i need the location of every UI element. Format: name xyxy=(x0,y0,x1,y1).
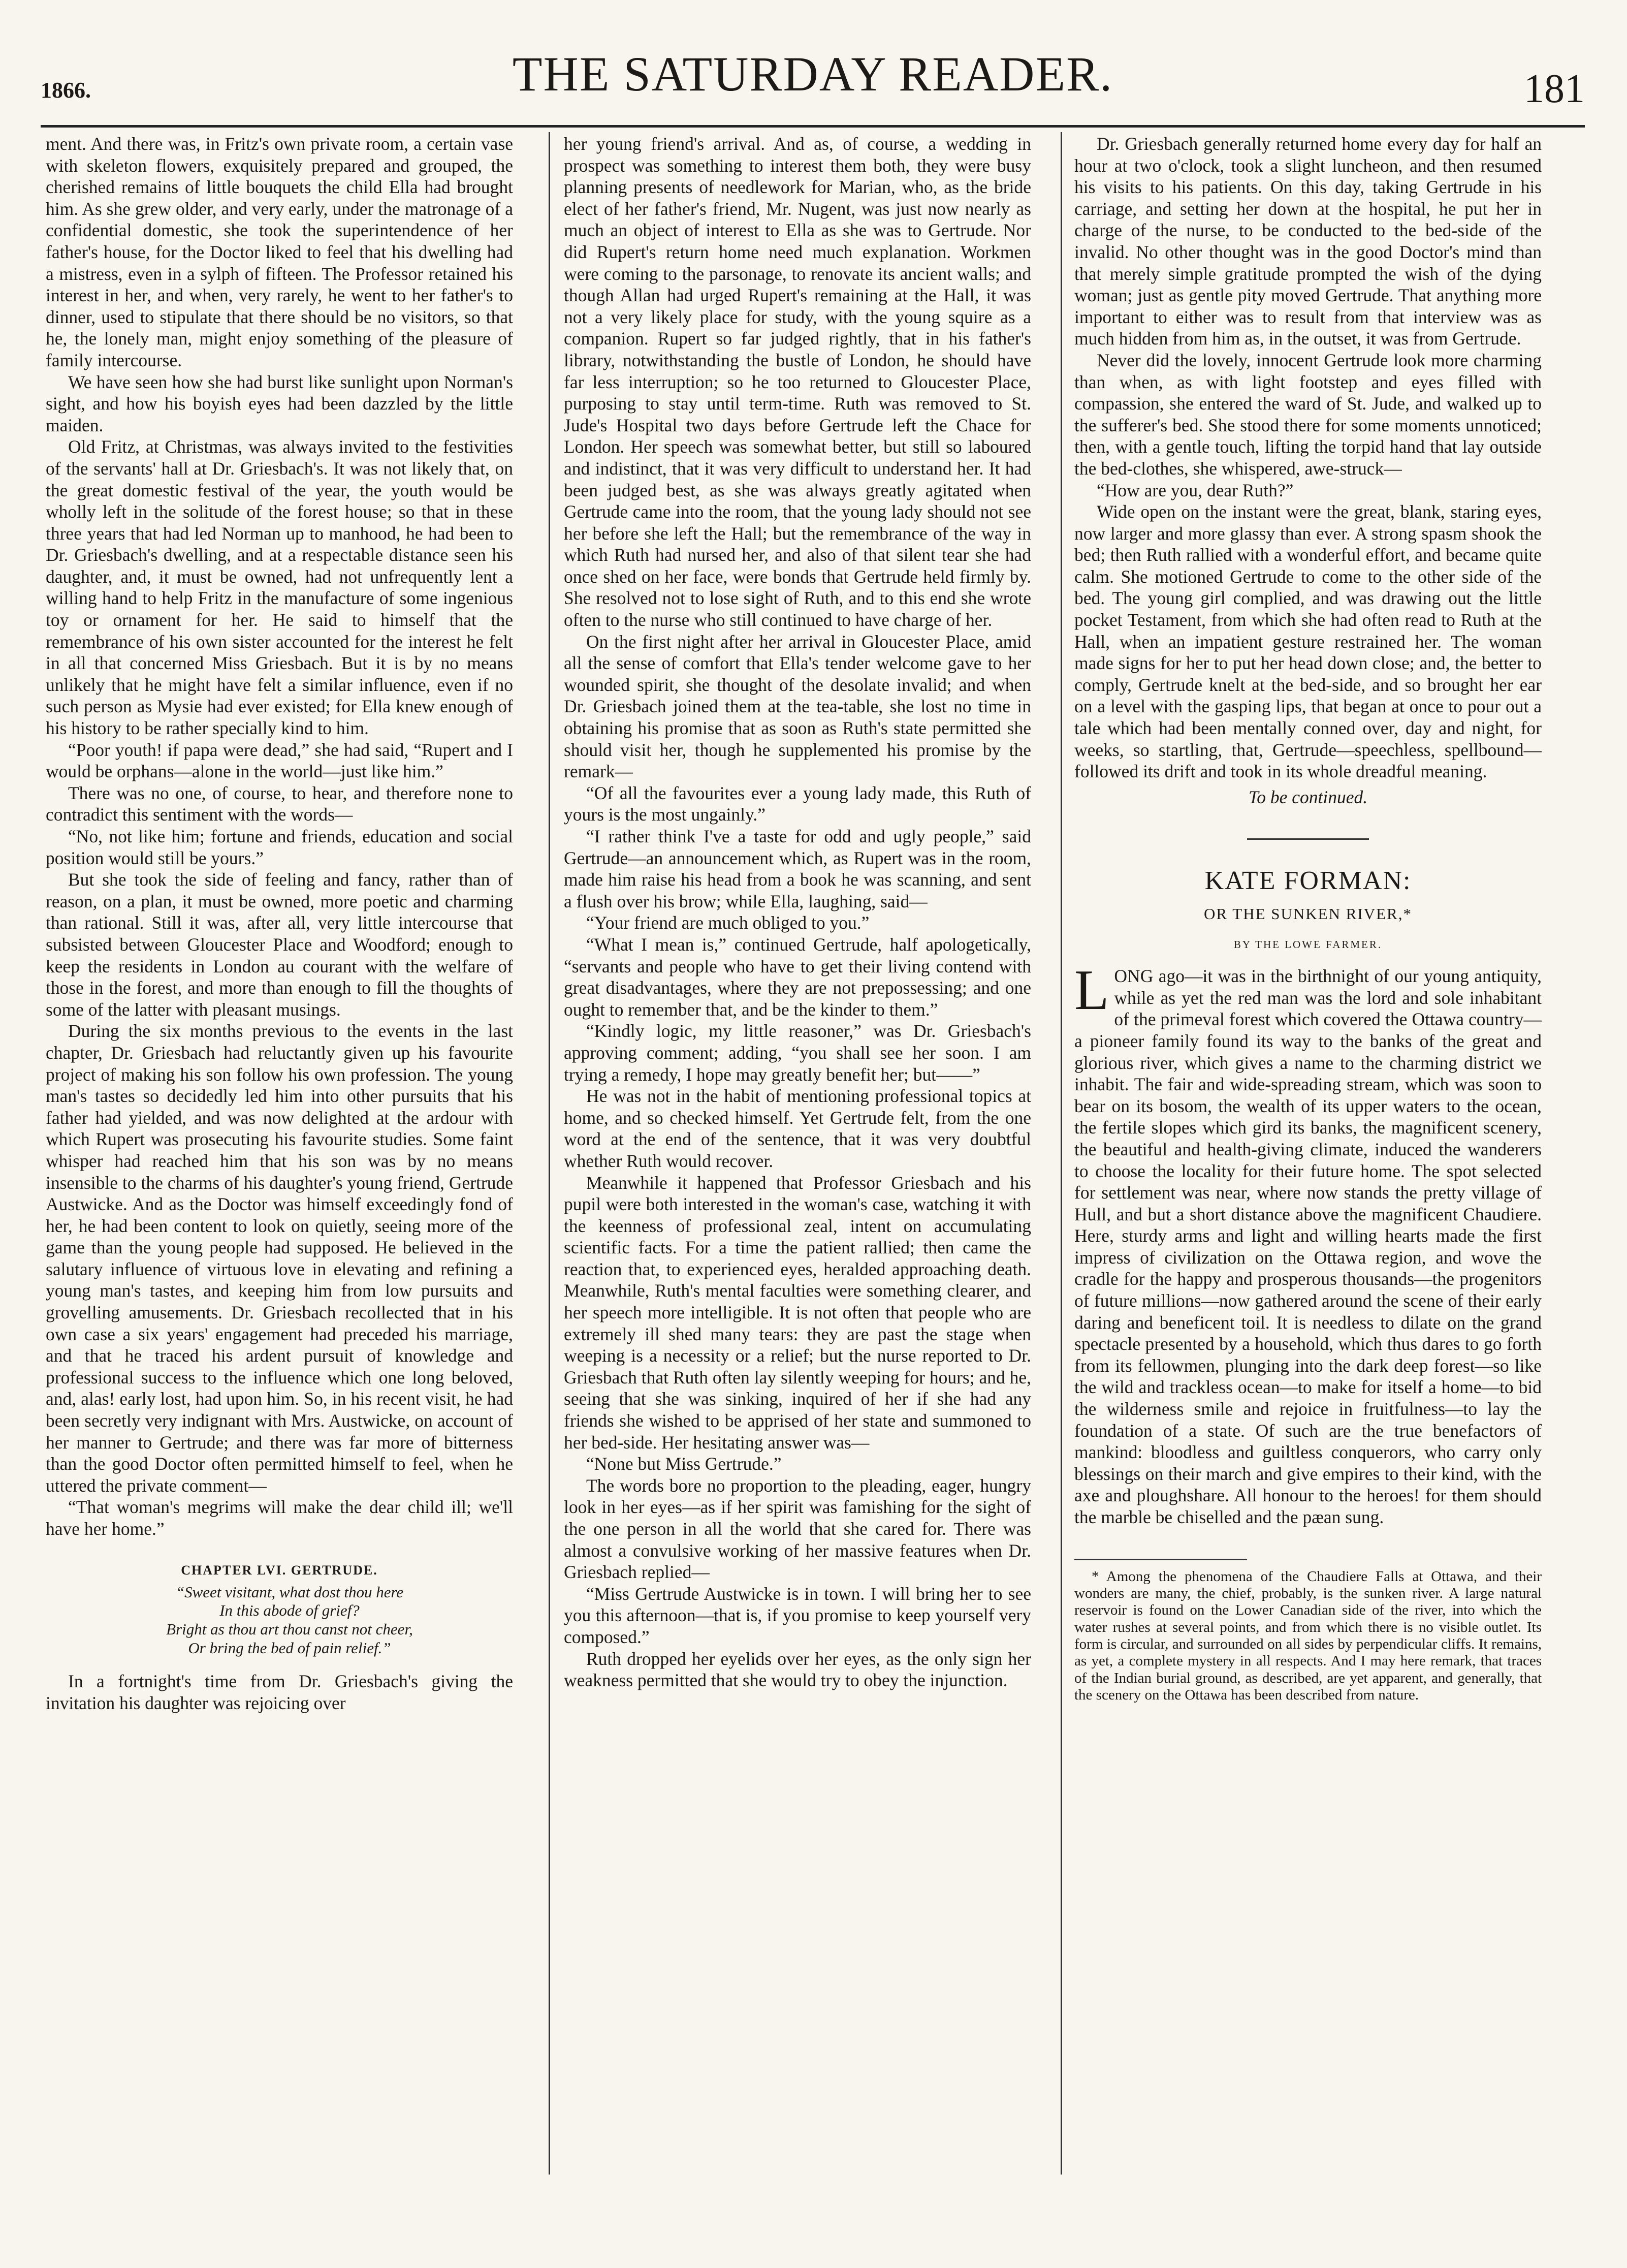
page-number: 181 xyxy=(1524,67,1585,111)
paragraph: Wide open on the instant were the great, blank, staring eyes, now larger and more glassy than ever. A strong spasm shook the bed; then Ruth rallied with a wonderful effort, and became quite calm. She motioned Gertrude to come to the other side of the bed. The young girl complied, and was drawing out the little pocket Testament, from which she had often read to Ruth at the Hall, when an impatient gesture restrained her. The woman made signs for her to put her head down close; and, the better to comply, Gertrude knelt at the bed-side, and so brought her ear on a level with the gasping lips, that began at once to pour out a tale which had been mentally conned over, day and night, for weeks, so startling, that, Gertrude—speechless, spellbound—followed its drift and took in its whole dreadful meaning. xyxy=(1074,501,1542,782)
verse-line: “Sweet visitant, what dost thou here xyxy=(175,1583,404,1601)
masthead-title: THE SATURDAY READER. xyxy=(512,47,1113,101)
paragraph: Dr. Griesbach generally returned home every day for half an hour at two o'clock, took a slight luncheon, and then resumed his visits to his patients. On this day, taking Gertrude in his carriage, and setting her down at the hospital, he put her in charge of the nurse, to be conducted to the bed-side of the invalid. No other thought was in the good Doctor's mind than that merely simple gratitude prompted the wish of the dying woman; just as gentle pity moved Gertrude. That anything more important to either was to result from that interview was as much hidden from him as, in the outset, it was from Gertrude. xyxy=(1074,134,1542,349)
paragraph: Ruth dropped her eyelids over her eyes, as the only sign her weakness permitted that she would try to obey the injunction. xyxy=(564,1648,1031,1691)
paragraph: ment. And there was, in Fritz's own private room, a certain vase with skeleton flowers, exquisitely prepared and grouped, the cherished remains of little bouquets the child Ella had brought him. As she grew older, and very early, under the matronage of a confidential domestic, she took the superintendence of her father's house, for the Doctor liked to feel that his dwelling had a mistress, even in a sylph of fifteen. The Professor retained his interest in her, and when, very rarely, he went to her father's to dinner, used to stipulate that there should be no visitors, so that he, the lonely man, might enjoy something of the pleasure of family intercourse. xyxy=(46,134,513,370)
paragraph: “No, not like him; fortune and friends, education and social position would still be yours.” xyxy=(46,826,513,868)
column-divider xyxy=(1061,132,1062,2175)
story-title: KATE FORMAN: xyxy=(1204,866,1412,896)
paragraph: “I rather think I've a taste for odd and ugly people,” said Gertrude—an announcement which, as Rupert was in the room, made him raise his head from a book he was scanning, and sent a flush over his brow; while Ella, laughing, said— xyxy=(564,826,1031,911)
paragraph: But she took the side of feeling and fancy, rather than of reason, on a plan, it must be owned, more poetic and charming than rational. Still it was, after all, very little intercourse that subsisted between Gloucester Place and Woodford; enough to keep the residents in London au courant with the welfare of those in the forest, and more than enough to fill the thoughts of some of the latter with pleasant musings. xyxy=(46,869,513,1020)
story-subtitle: OR THE SUNKEN RIVER,* xyxy=(1204,904,1412,923)
column-2 xyxy=(564,133,1031,2242)
paragraph: During the six months previous to the events in the last chapter, Dr. Griesbach had reluctantly given up his favourite project of making his son follow his own profession. The young man's tastes so decidedly led him into other pursuits that his father had yielded, and was now delighted at the ardour with which Rupert was prosecuting his favourite studies. Some faint whisper had reached him that his son was by no means insensible to the charms of his daughter's young friend, Gertrude Austwicke. And as the Doctor was himself exceedingly fond of her, he had been content to look on quietly, seeing more of the game than the young people had supposed. He believed in the salutary influence of virtuous love in elevating and refining a young man's tastes, and keeping him from low pursuits and grovelling amusements. Dr. Griesbach recollected that in his own case a six years' engagement had preceded his marriage, and that he traced his ardent pursuit of knowledge and professional success to the influence which one long beloved, and, alas! early lost, had upon him. So, in his recent visit, he had been secretly very indignant with Mrs. Austwicke, on account of her manner to Gertrude; and there was far more of bitterness than the good Doctor often permitted himself to feel, when he uttered the private comment— xyxy=(46,1021,513,1496)
story-opening-paragraph xyxy=(1074,959,1542,1528)
footnote-rule xyxy=(1074,1559,1247,1560)
chapter-heading: CHAPTER LVI. GERTRUDE. xyxy=(181,1562,378,1578)
section-rule xyxy=(1247,838,1369,840)
paragraph: “Kindly logic, my little reasoner,” was Dr. Griesbach's approving comment; adding, “you shall see her soon. I am trying a remedy, I hope may greatly benefit her; but——” xyxy=(564,1021,1031,1085)
paragraph: Old Fritz, at Christmas, was always invited to the festivities of the servants' hall at Dr. Griesbach's. It was not likely that, on the great domestic festival of the year, the youth would be wholly left in the solitude of the forest house; so that in these three years that had led Norman up to manhood, he had been to Dr. Griesbach's dwelling, and at a respectable distance seen his daughter, and, it must be owned, had not unfrequently lent a willing hand to help Fritz in the manufacture of some ingenious toy or ornament for her. He said to himself that the remembrance of his own sister accounted for the interest he felt in all that concerned Miss Griesbach. But it is by no means unlikely that he might have felt a similar influence, even if no such person as Mysie had ever existed; for Ella knew enough of his history to be rather specially kind to him. xyxy=(46,436,513,739)
column-3 xyxy=(1074,133,1542,2242)
paragraph: “Your friend are much obliged to you.” xyxy=(586,912,870,933)
verse-line: Bright as thou art thou canst not cheer, xyxy=(166,1620,413,1638)
column-divider xyxy=(549,132,550,2175)
epigraph-verse xyxy=(46,1583,513,1657)
paragraph: “None but Miss Gertrude.” xyxy=(586,1454,782,1474)
byline: BY THE LOWE FARMER. xyxy=(1233,938,1383,951)
paragraph: “How are you, dear Ruth?” xyxy=(1097,480,1294,500)
verse-line: Or bring the bed of pain relief.” xyxy=(188,1639,391,1657)
to-be-continued: To be continued. xyxy=(1248,786,1368,807)
paragraph: Meanwhile it happened that Professor Griesbach and his pupil were both interested in the woman's case, watching it with the keenness of professional zeal, intent on accumulating scientific facts. For a time the patient rallied; then came the reaction that, to experienced eyes, heralded approaching death. Meanwhile, Ruth's mental faculties were something clearer, and her speech more intelligible. It is not often that people who are extremely ill shed many tears: they are past the stage when weeping is a necessity or a relief; but the nurse reported to Dr. Griesbach that Ruth often lay silently weeping for hours; and he, seeing that she was sinking, inquired of her if she had any friends she wished to be apprised of her state and summoned to her bed-side. Her hesitating answer was— xyxy=(564,1172,1031,1453)
footnote-text: * Among the phenomena of the Chaudiere Falls at Ottawa, and their wonders are many, the chief, probably, is the sunken river. A large natural reservoir is found on the Lower Canadian side of the river, into which the water rushes at several points, and from which there is no visible outlet. Its form is circular, and surrounded on all sides by perpendicular cliffs. It remains, as yet, a complete mystery in all respects. And I may here remark, that traces of the Indian burial ground, as described, are yet apparent, and generally, that the scenery on the Ottawa has been described from nature. xyxy=(1074,1568,1542,1704)
paragraph: “Miss Gertrude Austwicke is in town. I will bring her to see you this afternoon—that is, if you promise to keep yourself very composed.” xyxy=(564,1583,1031,1647)
paragraph: Never did the lovely, innocent Gertrude look more charming than when, as with light footstep and eyes filled with compassion, she entered the ward of St. Jude, and walked up to the sufferer's bed. She stood there for some moments unnoticed; then, with a gentle touch, lifting the torpid hand that lay outside the bed-clothes, she whispered, awe-struck— xyxy=(1074,350,1542,479)
story-text: ONG ago—it was in the birthnight of our young antiquity, while as yet the red man was the lord and sole inhabitant of the primeval forest which covered the Ottawa country—a pioneer family found its way to the banks of the great and glorious river, which gives a name to the charming district we inhabit. The fair and wide-spreading stream, which was soon to bear on its bosom, the wealth of its upper waters to the ocean, the fertile slopes which gird its banks, the magnificent scenery, the beautiful and health-giving climate, induced the wanderers to choose the locality for their future home. The spot selected for settlement was near, where now stands the pretty village of Hull, and but a short distance above the magnificent Chaudiere. Here, sturdy arms and light and willing hearts made the first impress of civilization on the Ottawa region, and wove the cradle for the happy and prosperous thousands—the progenitors of future millions—now gathered around the scene of their early daring and beneficent toil. It is needless to dilate on the grand spectacle presented by a household, which thus dares to go forth from its fellowmen, plunging into the dark deep forest—so like the wild and trackless ocean—to make for itself a home—to bid the wilderness smile and rejoice in fruitfulness—to lay the foundation of a state. Of such are the true benefactors of mankind: bloodless and guiltless conquerors, who carry only blessings on their march and give empires to their kind, with the axe and ploughshare. All honour to the heroes! for them should the marble be chiselled and the pæan sung. xyxy=(1074,966,1542,1528)
verse-line: In this abode of grief? xyxy=(219,1601,360,1620)
paragraph: “Of all the favourites ever a young lady made, this Ruth of yours is the most ungainly.” xyxy=(564,782,1031,825)
paragraph: On the first night after her arrival in Gloucester Place, amid all the sense of comfort that Ella's tender welcome gave to her wounded spirit, she thought of the desolate invalid; and when Dr. Griesbach joined them at the tea-table, she lost no time in obtaining his promise that as soon as Ruth's state permitted she should visit her, though he supplemented his promise by the remark— xyxy=(564,631,1031,782)
paragraph: “What I mean is,” continued Gertrude, half apologetically, “servants and people who have to get their living contend with great disadvantages, where they are not prepossessing; and one ought to remember that, and be the kinder to them.” xyxy=(564,934,1031,1020)
page-header xyxy=(41,46,1585,122)
drop-cap: L xyxy=(1074,959,1109,1022)
column-1 xyxy=(46,133,513,2242)
paragraph: her young friend's arrival. And as, of course, a wedding in prospect was something to interest them both, they were busy planning presents of needlework for Marian, who, as the bride elect of her father's friend, Mr. Nugent, was just now nearly as much an object of interest to Ella as she was to Gertrude. Nor did Rupert's return home need much explanation. Workmen were coming to the parsonage, to renovate its ancient walls; and though Allan had urged Rupert's remaining at the Hall, it was not a very likely place for study, with the young squire as a companion. Rupert so far judged rightly, that in his father's library, notwithstanding the bustle of London, he should have far less interruption; so he too returned to Gloucester Place, purposing to stay until term-time. Ruth was removed to St. Jude's Hospital two days before Gertrude left the Chace for London. Her speech was somewhat better, but still so laboured and indistinct, that it was very difficult to understand her. It had been judged best, as she was always greatly agitated when Gertrude came into the room, that the young lady should not see her before she left the Hall; but the remembrance of the way in which Ruth had nursed her, and also of that silent tear she had once shed on her face, were bonds that Gertrude held firmly by. She resolved not to lose sight of Ruth, and to this end she wrote often to the nurse who still continued to have charge of her. xyxy=(564,134,1031,631)
header-rule xyxy=(41,125,1585,128)
paragraph: He was not in the habit of mentioning professional topics at home, and so checked himself. Yet Gertrude felt, from the one word at the end of the sentence, that it was very doubtful whether Ruth would recover. xyxy=(564,1086,1031,1171)
paragraph: There was no one, of course, to hear, and therefore none to contradict this sentiment with the words— xyxy=(46,782,513,825)
footnote xyxy=(1074,1568,1542,1704)
paragraph: “Poor youth! if papa were dead,” she had said, “Rupert and I would be orphans—alone in the world—just like him.” xyxy=(46,739,513,782)
paragraph: We have seen how she had burst like sunlight upon Norman's sight, and how his boyish eyes had been dazzled by the little maiden. xyxy=(46,371,513,435)
paragraph: The words bore no proportion to the pleading, eager, hungry look in her eyes—as if her spirit was famishing for the sight of the one person in all the world that she cared for. There was almost a convulsive working of her massive features when Dr. Griesbach replied— xyxy=(564,1475,1031,1583)
paragraph: In a fortnight's time from Dr. Griesbach's giving the invitation his daughter was rejoicing over xyxy=(46,1671,513,1713)
paragraph: “That woman's megrims will make the dear child ill; we'll have her home.” xyxy=(46,1497,513,1539)
issue-year: 1866. xyxy=(41,78,91,103)
